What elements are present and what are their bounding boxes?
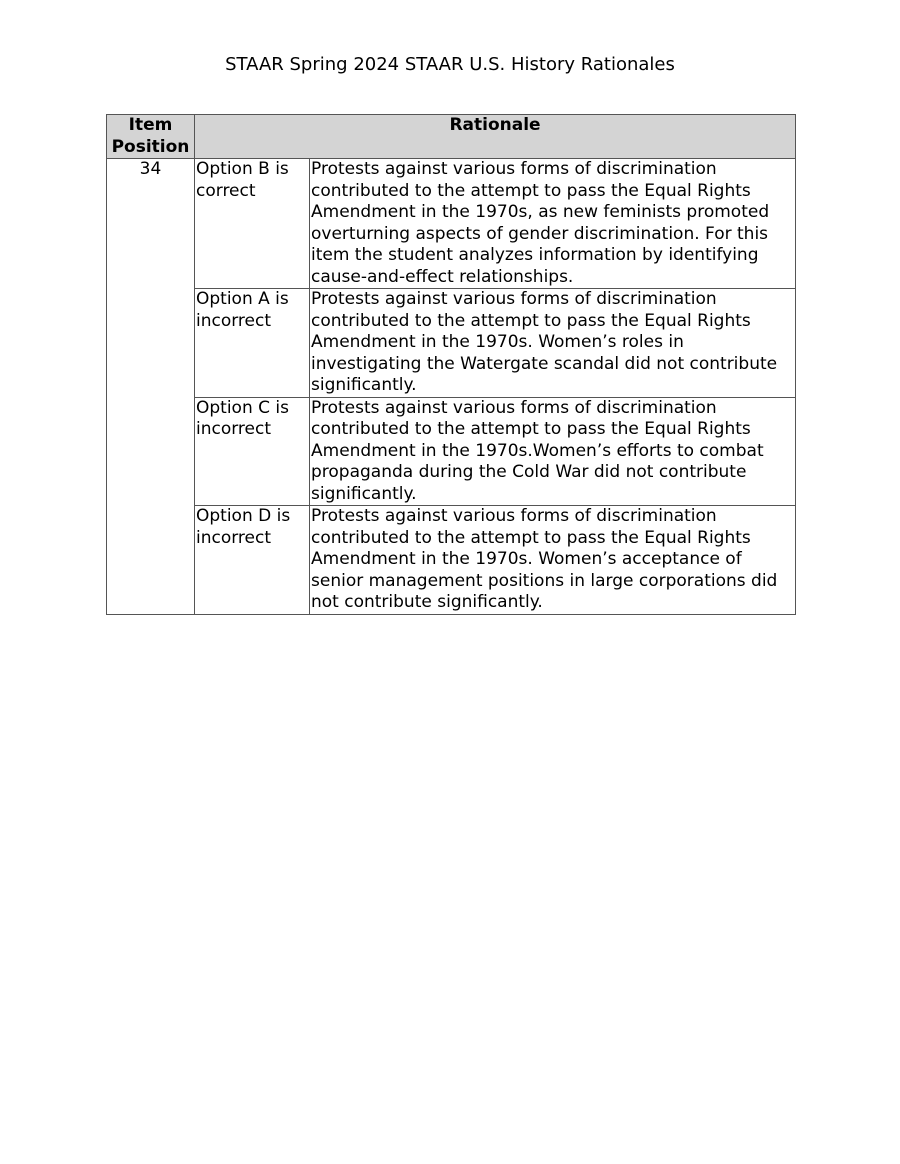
rationale-header: Rationale [195,115,796,159]
table-row [107,506,796,615]
item-number: 34 [107,159,195,615]
table-row [107,289,796,398]
rationale-table [106,114,796,615]
option-label: Option D is incorrect [195,506,310,615]
table-header-row [107,115,796,159]
option-label: Option A is incorrect [195,289,310,398]
table-row [107,159,796,289]
option-label: Option C is incorrect [195,397,310,506]
item-position-header: Item Position [107,115,195,159]
rationale-text: Protests against various forms of discrimination contributed to the attempt to pass the Equal Rights Amendment in the 1970s. Women’s roles in investigating the Watergate scandal did not contribute significantly. [310,289,796,398]
rationale-text: Protests against various forms of discrimination contributed to the attempt to pass the Equal Rights Amendment in the 1970s. Women’s acceptance of senior management positions in large corporations did not contribute significantly. [310,506,796,615]
page-title: STAAR Spring 2024 STAAR U.S. History Rationales [225,54,675,75]
rationale-text: Protests against various forms of discrimination contributed to the attempt to pass the Equal Rights Amendment in the 1970s.Women’s efforts to combat propaganda during the Cold War did not contribute significantly. [310,397,796,506]
rationale-text: Protests against various forms of discrimination contributed to the attempt to pass the Equal Rights Amendment in the 1970s, as new feminists promoted overturning aspects of gender discrimination. For this item the student analyzes information by identifying cause-and-effect relationships. [310,159,796,289]
table-row [107,397,796,506]
option-label: Option B is correct [195,159,310,289]
